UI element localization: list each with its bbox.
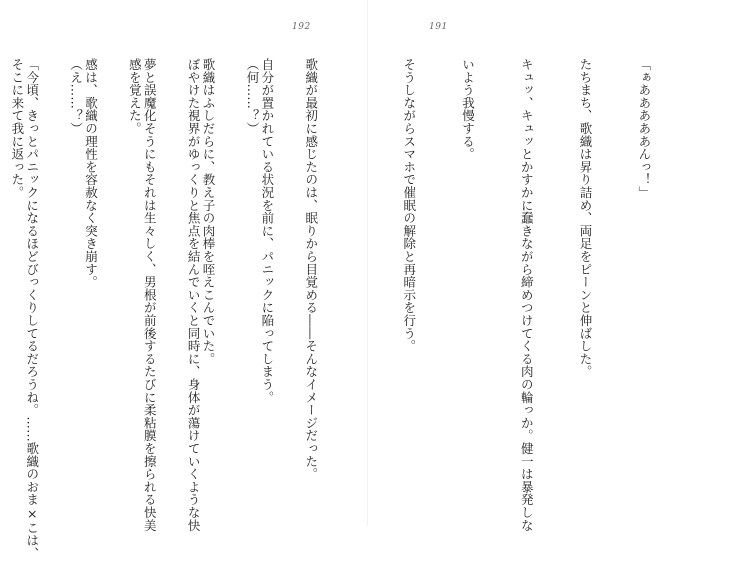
text-line: 感は、歌織の理性を容赦なく突き崩す。 [83, 58, 99, 289]
text-line: 夢と誤魔化そうにもそれは生々しく、男根が前後するたびに柔粘膜を擦られる快美 [142, 58, 158, 532]
text-line: 歌織はふしだらに、教え子の肉棒を咥えこんでいた。 [201, 58, 217, 366]
text-line: （何……？） [244, 58, 260, 135]
text-line: 「今頃、きっとパニックになるほどびっくりしてるだろうね。……歌織のおま×こは、 [24, 58, 40, 560]
text-line: 「ぁあああああんっ！」 [636, 58, 652, 199]
text-line: そこに来て我に返った。 [9, 58, 25, 199]
text-line: たちまち、歌織は昇り詰め、両足をピーンと伸ばした。 [578, 58, 594, 378]
left-page-number: 192 [292, 22, 311, 32]
text-line: 歌織が最初に感じたのは、眠りから目覚める――そんなイメージだった。 [303, 58, 319, 481]
text-line: 感を覚えた。 [127, 58, 143, 135]
text-line: ぼやけた視界がゆっくりと焦点を結んでいくと同時に、身体が蕩けていくような快 [186, 58, 202, 532]
text-line: キュッ、キュッとかすかに蠢きながら締めつけてくる肉の輪っか。健一は暴発しな [519, 58, 535, 532]
text-line: そうしながらスマホで催眠の解除と再暗示を行う。 [401, 58, 417, 353]
text-line: （え……？） [68, 58, 84, 135]
text-line: 自分が置かれている状況を前に、パニックに陥ってしまう。 [259, 58, 275, 404]
text-line: いよう我慢する。 [460, 58, 476, 161]
right-page-number: 191 [429, 22, 448, 32]
